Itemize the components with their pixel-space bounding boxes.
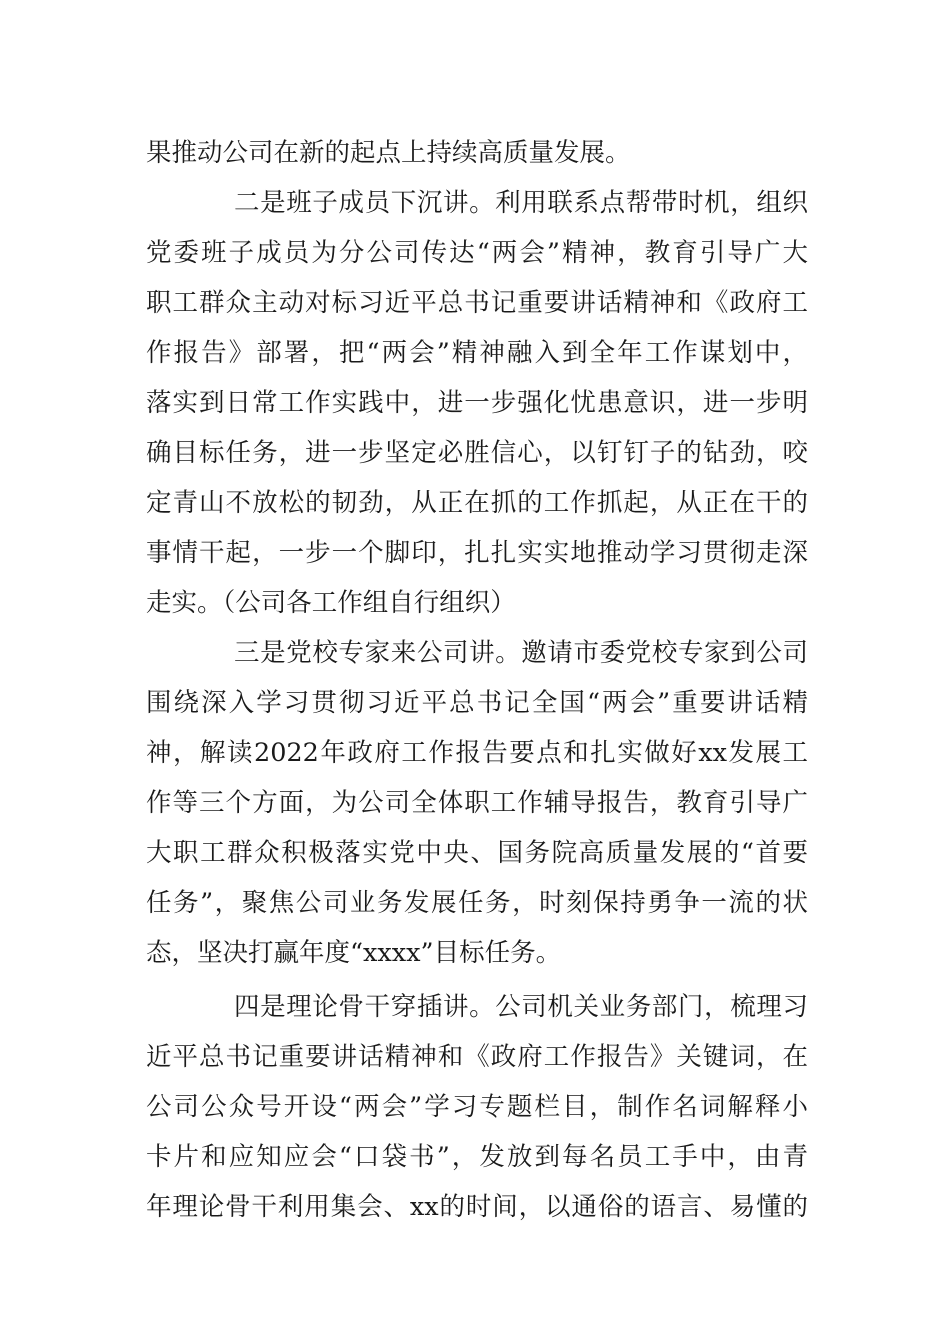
text-line: 任务”，聚焦公司业务发展任务，时刻保持勇争一流的状 (146, 888, 808, 918)
text-line: 四是理论骨干穿插讲。公司机关业务部门，梳理习 (234, 992, 808, 1022)
text-line: 作报告》部署，把“两会”精神融入到全年工作谋划中， (146, 338, 808, 368)
text-line: 落实到日常工作实践中，进一步强化忧患意识，进一步明 (146, 388, 808, 418)
paragraph (146, 178, 808, 628)
body-text (146, 128, 808, 1232)
paragraph (146, 982, 808, 1232)
paragraph (146, 128, 808, 178)
text-line: 三是党校专家来公司讲。邀请市委党校专家到公司 (234, 638, 808, 668)
text-line: 作等三个方面，为公司全体职工作辅导报告，教育引导广 (146, 788, 808, 818)
text-line: 神，解读2022年政府工作报告要点和扎实做好xx发展工 (146, 738, 808, 768)
text-line: 确目标任务，进一步坚定必胜信心，以钉钉子的钻劲，咬 (146, 438, 808, 468)
text-line: 卡片和应知应会“口袋书”，发放到每名员工手中，由青 (146, 1142, 808, 1172)
text-line: 公司公众号开设“两会”学习专题栏目，制作名词解释小 (146, 1092, 808, 1122)
text-line: 年理论骨干利用集会、xx的时间，以通俗的语言、易懂的 (146, 1192, 808, 1222)
paragraph (146, 628, 808, 978)
text-line: 二是班子成员下沉讲。利用联系点帮带时机，组织 (234, 188, 808, 218)
text-line: 果推动公司在新的起点上持续高质量发展。 (146, 138, 631, 168)
text-line: 态，坚决打赢年度“xxxx”目标任务。 (146, 938, 562, 968)
text-line: 职工群众主动对标习近平总书记重要讲话精神和《政府工 (146, 288, 808, 318)
text-line: 近平总书记重要讲话精神和《政府工作报告》关键词，在 (146, 1042, 808, 1072)
text-line: 事情干起，一步一个脚印，扎扎实实地推动学习贯彻走深 (146, 538, 808, 568)
text-line: 走实。（公司各工作组自行组织） (146, 588, 516, 618)
text-line: 党委班子成员为分公司传达“两会”精神，教育引导广大 (146, 238, 808, 268)
text-line: 大职工群众积极落实党中央、国务院高质量发展的“首要 (146, 838, 808, 868)
text-line: 定青山不放松的韧劲，从正在抓的工作抓起，从正在干的 (146, 488, 808, 518)
text-line: 围绕深入学习贯彻习近平总书记全国“两会”重要讲话精 (146, 688, 808, 718)
